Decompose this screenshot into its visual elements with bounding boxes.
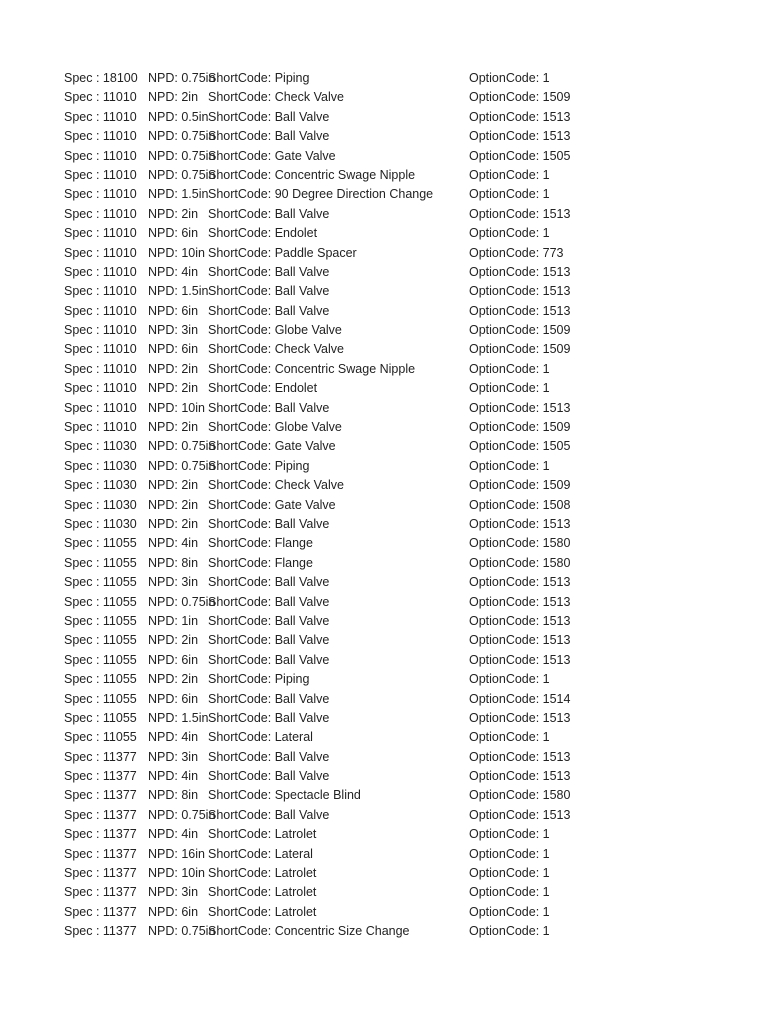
spec-cell: Spec : 11377 <box>64 807 137 822</box>
shortcode-cell: ShortCode: Ball Valve <box>208 303 330 318</box>
spec-cell: Spec : 11377 <box>64 885 137 900</box>
shortcode-cell: ShortCode: Ball Valve <box>208 575 330 590</box>
shortcode-cell: ShortCode: 90 Degree Direction Change <box>208 187 434 202</box>
npd-cell: NPD: 4in <box>148 536 199 551</box>
table-row <box>0 244 768 263</box>
npd-cell: NPD: 0.75in <box>148 439 216 454</box>
npd-cell: NPD: 4in <box>148 264 199 279</box>
shortcode-cell: ShortCode: Piping <box>208 672 310 687</box>
spec-cell: Spec : 11010 <box>64 284 137 299</box>
spec-cell: Spec : 11055 <box>64 652 137 667</box>
spec-cell: Spec : 11010 <box>64 109 137 124</box>
shortcode-cell: ShortCode: Ball Valve <box>208 594 330 609</box>
table-row <box>0 767 768 786</box>
shortcode-cell: ShortCode: Endolet <box>208 226 318 241</box>
option-code-cell: OptionCode: 1 <box>469 846 550 861</box>
spec-cell: Spec : 11377 <box>64 924 137 939</box>
npd-cell: NPD: 10in <box>148 866 205 881</box>
option-code-cell: OptionCode: 1513 <box>469 109 571 124</box>
option-code-cell: OptionCode: 1 <box>469 672 550 687</box>
shortcode-cell: ShortCode: Ball Valve <box>208 516 330 531</box>
spec-cell: Spec : 11030 <box>64 516 137 531</box>
spec-cell: Spec : 11055 <box>64 710 137 725</box>
spec-cell: Spec : 11010 <box>64 381 137 396</box>
option-code-cell: OptionCode: 1 <box>469 361 550 376</box>
table-row <box>0 554 768 573</box>
option-code-cell: OptionCode: 1 <box>469 730 550 745</box>
shortcode-cell: ShortCode: Ball Valve <box>208 749 330 764</box>
table-row <box>0 845 768 864</box>
npd-cell: NPD: 3in <box>148 885 199 900</box>
option-code-cell: OptionCode: 1509 <box>469 420 571 435</box>
spec-cell: Spec : 11010 <box>64 323 137 338</box>
option-code-cell: OptionCode: 1505 <box>469 439 571 454</box>
table-row <box>0 69 768 88</box>
spec-cell: Spec : 11030 <box>64 497 137 512</box>
spec-cell: Spec : 11055 <box>64 594 137 609</box>
table-row <box>0 437 768 456</box>
spec-cell: Spec : 11030 <box>64 458 137 473</box>
npd-cell: NPD: 1.5in <box>148 284 209 299</box>
npd-cell: NPD: 1.5in <box>148 710 209 725</box>
spec-cell: Spec : 11010 <box>64 226 137 241</box>
shortcode-cell: ShortCode: Ball Valve <box>208 652 330 667</box>
option-code-cell: OptionCode: 1580 <box>469 536 571 551</box>
option-code-cell: OptionCode: 1 <box>469 381 550 396</box>
npd-cell: NPD: 3in <box>148 749 199 764</box>
shortcode-cell: ShortCode: Latrolet <box>208 866 317 881</box>
spec-cell: Spec : 11377 <box>64 827 137 842</box>
shortcode-cell: ShortCode: Ball Valve <box>208 129 330 144</box>
shortcode-cell: ShortCode: Concentric Size Change <box>208 924 410 939</box>
npd-cell: NPD: 0.75in <box>148 71 216 85</box>
npd-cell: NPD: 8in <box>148 788 199 803</box>
option-code-cell: OptionCode: 1513 <box>469 749 571 764</box>
option-code-cell: OptionCode: 1 <box>469 924 550 939</box>
table-row <box>0 88 768 107</box>
option-code-cell: OptionCode: 1513 <box>469 575 571 590</box>
npd-cell: NPD: 4in <box>148 827 199 842</box>
table-row <box>0 418 768 437</box>
spec-cell: Spec : 11055 <box>64 691 137 706</box>
npd-cell: NPD: 3in <box>148 323 199 338</box>
table-row <box>0 399 768 418</box>
npd-cell: NPD: 2in <box>148 633 199 648</box>
option-code-cell: OptionCode: 1513 <box>469 516 571 531</box>
shortcode-cell: ShortCode: Ball Valve <box>208 710 330 725</box>
shortcode-cell: ShortCode: Lateral <box>208 846 313 861</box>
option-code-cell: OptionCode: 1513 <box>469 613 571 628</box>
table-row <box>0 786 768 805</box>
npd-cell: NPD: 0.75in <box>148 167 216 182</box>
table-row <box>0 224 768 243</box>
shortcode-cell: ShortCode: Ball Valve <box>208 206 330 221</box>
spec-cell: Spec : 11377 <box>64 846 137 861</box>
option-code-cell: OptionCode: 1509 <box>469 90 571 105</box>
table-row <box>0 476 768 495</box>
spec-cell: Spec : 11010 <box>64 400 137 415</box>
spec-cell: Spec : 11055 <box>64 672 137 687</box>
npd-cell: NPD: 4in <box>148 769 199 784</box>
table-row <box>0 340 768 359</box>
npd-cell: NPD: 0.75in <box>148 148 216 163</box>
table-row <box>0 127 768 146</box>
option-code-cell: OptionCode: 1505 <box>469 148 571 163</box>
option-code-cell: OptionCode: 1514 <box>469 691 571 706</box>
spec-cell: Spec : 11010 <box>64 129 137 144</box>
spec-cell: Spec : 11010 <box>64 361 137 376</box>
shortcode-cell: ShortCode: Ball Valve <box>208 613 330 628</box>
spec-cell: Spec : 11055 <box>64 555 137 570</box>
spec-cell: Spec : 11030 <box>64 478 137 493</box>
shortcode-cell: ShortCode: Ball Valve <box>208 633 330 648</box>
option-code-cell: OptionCode: 1513 <box>469 400 571 415</box>
npd-cell: NPD: 2in <box>148 478 199 493</box>
npd-cell: NPD: 6in <box>148 303 199 318</box>
shortcode-cell: ShortCode: Ball Valve <box>208 769 330 784</box>
option-code-cell: OptionCode: 1513 <box>469 769 571 784</box>
option-code-cell: OptionCode: 1513 <box>469 807 571 822</box>
spec-cell: Spec : 11377 <box>64 788 137 803</box>
shortcode-cell: ShortCode: Piping <box>208 71 310 85</box>
option-code-cell: OptionCode: 1513 <box>469 594 571 609</box>
shortcode-cell: ShortCode: Ball Valve <box>208 284 330 299</box>
shortcode-cell: ShortCode: Globe Valve <box>208 323 342 338</box>
table-row <box>0 205 768 224</box>
npd-cell: NPD: 2in <box>148 381 199 396</box>
spec-cell: Spec : 11010 <box>64 148 137 163</box>
spec-cell: Spec : 11377 <box>64 866 137 881</box>
option-code-cell: OptionCode: 1 <box>469 866 550 881</box>
spec-cell: Spec : 11010 <box>64 167 137 182</box>
shortcode-cell: ShortCode: Piping <box>208 458 310 473</box>
npd-cell: NPD: 0.75in <box>148 807 216 822</box>
npd-cell: NPD: 16in <box>148 846 205 861</box>
spec-cell: Spec : 11055 <box>64 536 137 551</box>
table-row <box>0 534 768 553</box>
option-code-cell: OptionCode: 1580 <box>469 555 571 570</box>
npd-cell: NPD: 2in <box>148 672 199 687</box>
npd-cell: NPD: 1.5in <box>148 187 209 202</box>
npd-cell: NPD: 0.75in <box>148 594 216 609</box>
option-code-cell: OptionCode: 1 <box>469 187 550 202</box>
table-row <box>0 903 768 922</box>
shortcode-cell: ShortCode: Gate Valve <box>208 497 336 512</box>
option-code-cell: OptionCode: 1513 <box>469 633 571 648</box>
option-code-cell: OptionCode: 1513 <box>469 303 571 318</box>
npd-cell: NPD: 1in <box>148 613 199 628</box>
spec-cell: Spec : 11010 <box>64 187 137 202</box>
shortcode-cell: ShortCode: Concentric Swage Nipple <box>208 361 416 376</box>
option-code-cell: OptionCode: 1513 <box>469 206 571 221</box>
npd-cell: NPD: 8in <box>148 555 199 570</box>
npd-cell: NPD: 2in <box>148 497 199 512</box>
spec-cell: Spec : 11010 <box>64 303 137 318</box>
option-code-cell: OptionCode: 1508 <box>469 497 571 512</box>
table-row <box>0 379 768 398</box>
npd-cell: NPD: 6in <box>148 226 199 241</box>
option-code-cell: OptionCode: 1 <box>469 885 550 900</box>
option-code-cell: OptionCode: 1513 <box>469 284 571 299</box>
npd-cell: NPD: 2in <box>148 516 199 531</box>
option-code-cell: OptionCode: 1509 <box>469 323 571 338</box>
npd-cell: NPD: 10in <box>148 400 205 415</box>
table-row <box>0 166 768 185</box>
spec-cell: Spec : 11010 <box>64 420 137 435</box>
table-row <box>0 457 768 476</box>
spec-cell: Spec : 18100 <box>64 71 138 85</box>
shortcode-cell: ShortCode: Latrolet <box>208 827 317 842</box>
spec-cell: Spec : 11055 <box>64 633 137 648</box>
npd-cell: NPD: 0.75in <box>148 924 216 939</box>
table-row <box>0 690 768 709</box>
spec-cell: Spec : 11377 <box>64 904 137 919</box>
table-row <box>0 728 768 747</box>
shortcode-cell: ShortCode: Flange <box>208 555 313 570</box>
spec-table <box>0 69 768 942</box>
shortcode-cell: ShortCode: Spectacle Blind <box>208 788 361 803</box>
table-row <box>0 612 768 631</box>
option-code-cell: OptionCode: 1 <box>469 71 550 85</box>
spec-cell: Spec : 11055 <box>64 613 137 628</box>
option-code-cell: OptionCode: 1 <box>469 167 550 182</box>
table-row <box>0 360 768 379</box>
shortcode-cell: ShortCode: Gate Valve <box>208 148 336 163</box>
table-row <box>0 709 768 728</box>
table-row <box>0 108 768 127</box>
shortcode-cell: ShortCode: Ball Valve <box>208 400 330 415</box>
option-code-cell: OptionCode: 1 <box>469 458 550 473</box>
option-code-cell: OptionCode: 1513 <box>469 264 571 279</box>
spec-cell: Spec : 11377 <box>64 769 137 784</box>
table-row <box>0 922 768 941</box>
option-code-cell: OptionCode: 1513 <box>469 710 571 725</box>
npd-cell: NPD: 3in <box>148 575 199 590</box>
table-row <box>0 321 768 340</box>
option-code-cell: OptionCode: 1513 <box>469 652 571 667</box>
option-code-cell: OptionCode: 1509 <box>469 342 571 357</box>
shortcode-cell: ShortCode: Paddle Spacer <box>208 245 357 260</box>
shortcode-cell: ShortCode: Endolet <box>208 381 318 396</box>
table-row <box>0 593 768 612</box>
npd-cell: NPD: 2in <box>148 206 199 221</box>
table-row <box>0 573 768 592</box>
spec-cell: Spec : 11377 <box>64 749 137 764</box>
npd-cell: NPD: 6in <box>148 652 199 667</box>
npd-cell: NPD: 2in <box>148 90 199 105</box>
option-code-cell: OptionCode: 1 <box>469 226 550 241</box>
option-code-cell: OptionCode: 1513 <box>469 129 571 144</box>
shortcode-cell: ShortCode: Ball Valve <box>208 807 330 822</box>
shortcode-cell: ShortCode: Check Valve <box>208 342 344 357</box>
shortcode-cell: ShortCode: Globe Valve <box>208 420 342 435</box>
npd-cell: NPD: 0.5in <box>148 109 209 124</box>
option-code-cell: OptionCode: 773 <box>469 245 564 260</box>
option-code-cell: OptionCode: 1580 <box>469 788 571 803</box>
table-row <box>0 825 768 844</box>
table-row <box>0 302 768 321</box>
option-code-cell: OptionCode: 1509 <box>469 478 571 493</box>
npd-cell: NPD: 10in <box>148 245 205 260</box>
option-code-cell: OptionCode: 1 <box>469 827 550 842</box>
table-row <box>0 883 768 902</box>
npd-cell: NPD: 4in <box>148 730 199 745</box>
shortcode-cell: ShortCode: Concentric Swage Nipple <box>208 167 416 182</box>
option-code-cell: OptionCode: 1 <box>469 904 550 919</box>
npd-cell: NPD: 0.75in <box>148 129 216 144</box>
shortcode-cell: ShortCode: Lateral <box>208 730 313 745</box>
shortcode-cell: ShortCode: Latrolet <box>208 904 317 919</box>
npd-cell: NPD: 2in <box>148 361 199 376</box>
table-row <box>0 263 768 282</box>
table-row <box>0 631 768 650</box>
npd-cell: NPD: 0.75in <box>148 458 216 473</box>
spec-cell: Spec : 11010 <box>64 264 137 279</box>
table-row <box>0 748 768 767</box>
table-row <box>0 651 768 670</box>
table-row <box>0 282 768 301</box>
table-row <box>0 147 768 166</box>
spec-cell: Spec : 11030 <box>64 439 137 454</box>
spec-cell: Spec : 11010 <box>64 342 137 357</box>
spec-cell: Spec : 11010 <box>64 245 137 260</box>
spec-cell: Spec : 11010 <box>64 206 137 221</box>
npd-cell: NPD: 6in <box>148 342 199 357</box>
shortcode-cell: ShortCode: Gate Valve <box>208 439 336 454</box>
spec-cell: Spec : 11055 <box>64 730 137 745</box>
shortcode-cell: ShortCode: Flange <box>208 536 313 551</box>
table-row <box>0 496 768 515</box>
shortcode-cell: ShortCode: Ball Valve <box>208 264 330 279</box>
npd-cell: NPD: 6in <box>148 691 199 706</box>
table-row <box>0 515 768 534</box>
shortcode-cell: ShortCode: Check Valve <box>208 478 344 493</box>
table-row <box>0 185 768 204</box>
shortcode-cell: ShortCode: Check Valve <box>208 90 344 105</box>
spec-cell: Spec : 11055 <box>64 575 137 590</box>
spec-cell: Spec : 11010 <box>64 90 137 105</box>
table-row <box>0 670 768 689</box>
shortcode-cell: ShortCode: Ball Valve <box>208 691 330 706</box>
npd-cell: NPD: 2in <box>148 420 199 435</box>
table-row <box>0 806 768 825</box>
shortcode-cell: ShortCode: Latrolet <box>208 885 317 900</box>
shortcode-cell: ShortCode: Ball Valve <box>208 109 330 124</box>
npd-cell: NPD: 6in <box>148 904 199 919</box>
table-row <box>0 864 768 883</box>
